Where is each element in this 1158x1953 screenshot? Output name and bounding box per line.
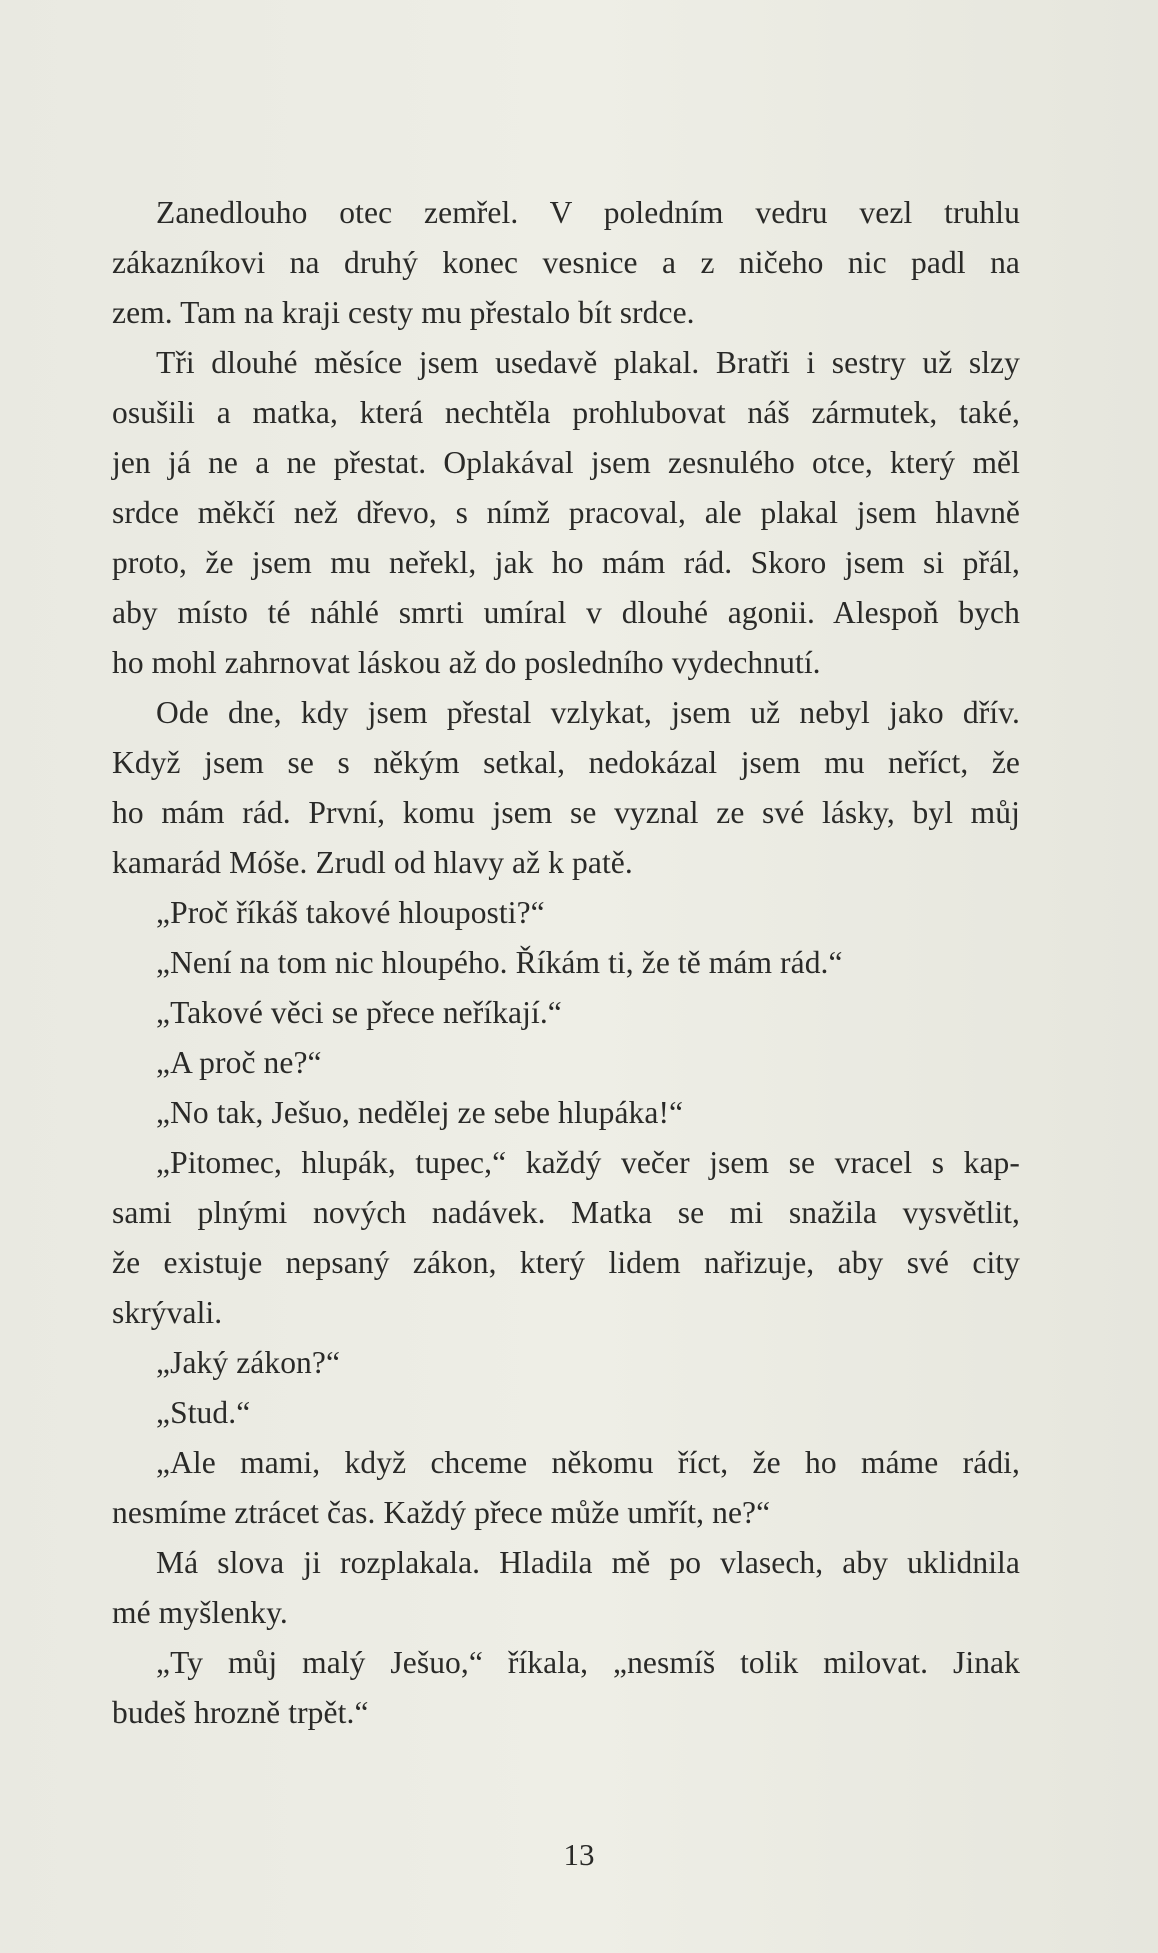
text-line: budeš hrozně trpět.“	[112, 1695, 369, 1730]
text-line: Zanedlouho otec zemřel. V poledním vedru vezl truhlu	[156, 195, 1020, 230]
text-line: že existuje nepsaný zákon, který lidem nařizuje, aby své city	[112, 1245, 1020, 1280]
text-line: „Pitomec, hlupák, tupec,“ každý večer jsem se vracel s kap-	[156, 1145, 1020, 1180]
text-line: skrývali.	[112, 1295, 223, 1330]
text-line: zem. Tam na kraji cesty mu přestalo bít srdce.	[112, 295, 695, 330]
text-line: „Není na tom nic hloupého. Říkám ti, že tě mám rád.“	[156, 945, 843, 980]
text-line: „A proč ne?“	[156, 1045, 322, 1080]
body-text	[112, 188, 1020, 1738]
text-line: osušili a matka, která nechtěla prohlubovat náš zármutek, také,	[112, 395, 1020, 430]
text-line: „Ale mami, když chceme někomu říct, že ho máme rádi,	[156, 1445, 1020, 1480]
text-line: Ode dne, kdy jsem přestal vzlykat, jsem už nebyl jako dřív.	[156, 695, 1020, 730]
text-line: proto, že jsem mu neřekl, jak ho mám rád. Skoro jsem si přál,	[112, 545, 1020, 580]
text-line: sami plnými nových nadávek. Matka se mi snažila vysvětlit,	[112, 1195, 1020, 1230]
text-line: ho mám rád. První, komu jsem se vyznal ze své lásky, byl můj	[112, 795, 1020, 830]
text-line: „Jaký zákon?“	[156, 1345, 341, 1380]
text-line: Tři dlouhé měsíce jsem usedavě plakal. Bratři i sestry už slzy	[156, 345, 1020, 380]
text-line: „Takové věci se přece neříkají.“	[156, 995, 562, 1030]
text-line: srdce měkčí než dřevo, s nímž pracoval, ale plakal jsem hlavně	[112, 495, 1020, 530]
text-line: zákazníkovi na druhý konec vesnice a z ničeho nic padl na	[112, 245, 1020, 280]
text-line: „Proč říkáš takové hlouposti?“	[156, 895, 545, 930]
text-line: aby místo té náhlé smrti umíral v dlouhé agonii. Alespoň bych	[112, 595, 1020, 630]
text-line: Když jsem se s někým setkal, nedokázal jsem mu neříct, že	[112, 745, 1020, 780]
text-line: „Stud.“	[156, 1395, 251, 1430]
text-line: nesmíme ztrácet čas. Každý přece může umřít, ne?“	[112, 1495, 771, 1530]
text-line: „Ty můj malý Ješuo,“ říkala, „nesmíš tolik milovat. Jinak	[156, 1645, 1020, 1680]
page-number: 13	[563, 1837, 595, 1872]
text-line: Má slova ji rozplakala. Hladila mě po vlasech, aby uklidnila	[156, 1545, 1020, 1580]
text-line: mé myšlenky.	[112, 1595, 288, 1630]
text-line: „No tak, Ješuo, nedělej ze sebe hlupáka!“	[156, 1095, 684, 1130]
text-line: kamarád Móše. Zrudl od hlavy až k patě.	[112, 845, 633, 880]
text-line: jen já ne a ne přestat. Oplakával jsem zesnulého otce, který měl	[112, 445, 1020, 480]
text-line: ho mohl zahrnovat láskou až do posledního vydechnutí.	[112, 645, 821, 680]
